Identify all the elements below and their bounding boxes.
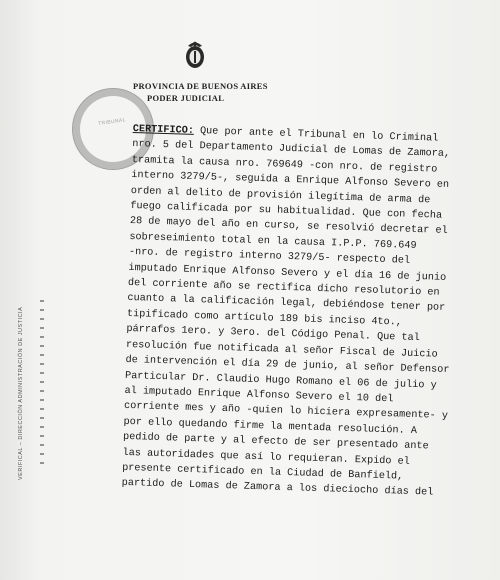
letterhead-judiciary: PODER JUDICIAL bbox=[147, 93, 225, 103]
body-line: párrafos 1ero. y 3ero. del Código Penal. Que tal bbox=[126, 324, 420, 345]
stamp-text: TRIBUNAL bbox=[97, 117, 127, 127]
letterhead-province: PROVINCIA DE BUENOS AIRES bbox=[133, 81, 268, 91]
body-line: imputado Enrique Alfonso Severo y el día 16 de junio bbox=[128, 262, 447, 284]
margin-perforation-marks bbox=[40, 300, 44, 470]
body-line: corriente mes y año -quien lo hiciera expresamente- y bbox=[123, 401, 449, 423]
body-line: presente certificado en la Ciudad de Banfield, bbox=[121, 462, 404, 483]
body-line: de intervención el día 29 de junio, al señor Defensor bbox=[125, 354, 450, 377]
coat-of-arms-icon bbox=[183, 40, 207, 70]
body-line: fuego calificada por su habitualidad. Que con fecha bbox=[130, 200, 443, 222]
body-line: las autoridades que así lo requieran. Expido el bbox=[122, 447, 410, 468]
letterhead bbox=[133, 80, 268, 104]
body-line: -nro. de registro interno 3279/5- respecto del bbox=[128, 247, 411, 268]
body-line: orden al delito de provisión ilegítima de arma de bbox=[130, 185, 431, 206]
body-line: tramita la causa nro. 769649 -con nro. de registro bbox=[131, 154, 438, 176]
body-line: resolución fue notificada al señor Fiscal de Juicio bbox=[125, 339, 438, 361]
margin-vertical-text: VERIFICAL – DIRECCIÓN ADMINISTRACIÓN DE JUSTICIA bbox=[18, 306, 24, 480]
body-line: pedido de parte y al efecto de ser presentado ante bbox=[122, 431, 429, 453]
body-line: del corriente año se rectifica dicho resolutorio en bbox=[127, 277, 440, 299]
body-line: partido de Lomas de Zamora a los dieciocho días del bbox=[121, 478, 434, 499]
body-line: Particular Dr. Claudio Hugo Romano el 06 de julio y bbox=[124, 370, 437, 392]
body-line: CERTIFICO: Que por ante el Tribunal en lo Criminal bbox=[132, 123, 439, 145]
body-line: por ello quedando firme la mentada resolución. A bbox=[123, 416, 418, 437]
body-line: cuanto a la calificación legal, debiéndose tener por bbox=[127, 293, 446, 315]
certificate-body bbox=[121, 122, 451, 501]
body-line: al imputado Enrique Alfonso Severo el 10 del bbox=[124, 385, 394, 406]
body-line: interno 3279/5-, seguida a Enrique Alfonso Severo en bbox=[131, 170, 450, 192]
certifico-heading: CERTIFICO: bbox=[132, 123, 195, 137]
body-line: sobreseimiento total en la causa I.P.P. 769.649 bbox=[129, 231, 417, 252]
body-line: nro. 5 del Departamento Judicial de Lomas de Zamora, bbox=[132, 139, 451, 161]
body-line: 28 de mayo del año en curso, se resolvió decretar el bbox=[129, 216, 448, 238]
body-line: tipificado como artículo 189 bis inciso 4to., bbox=[126, 308, 403, 329]
